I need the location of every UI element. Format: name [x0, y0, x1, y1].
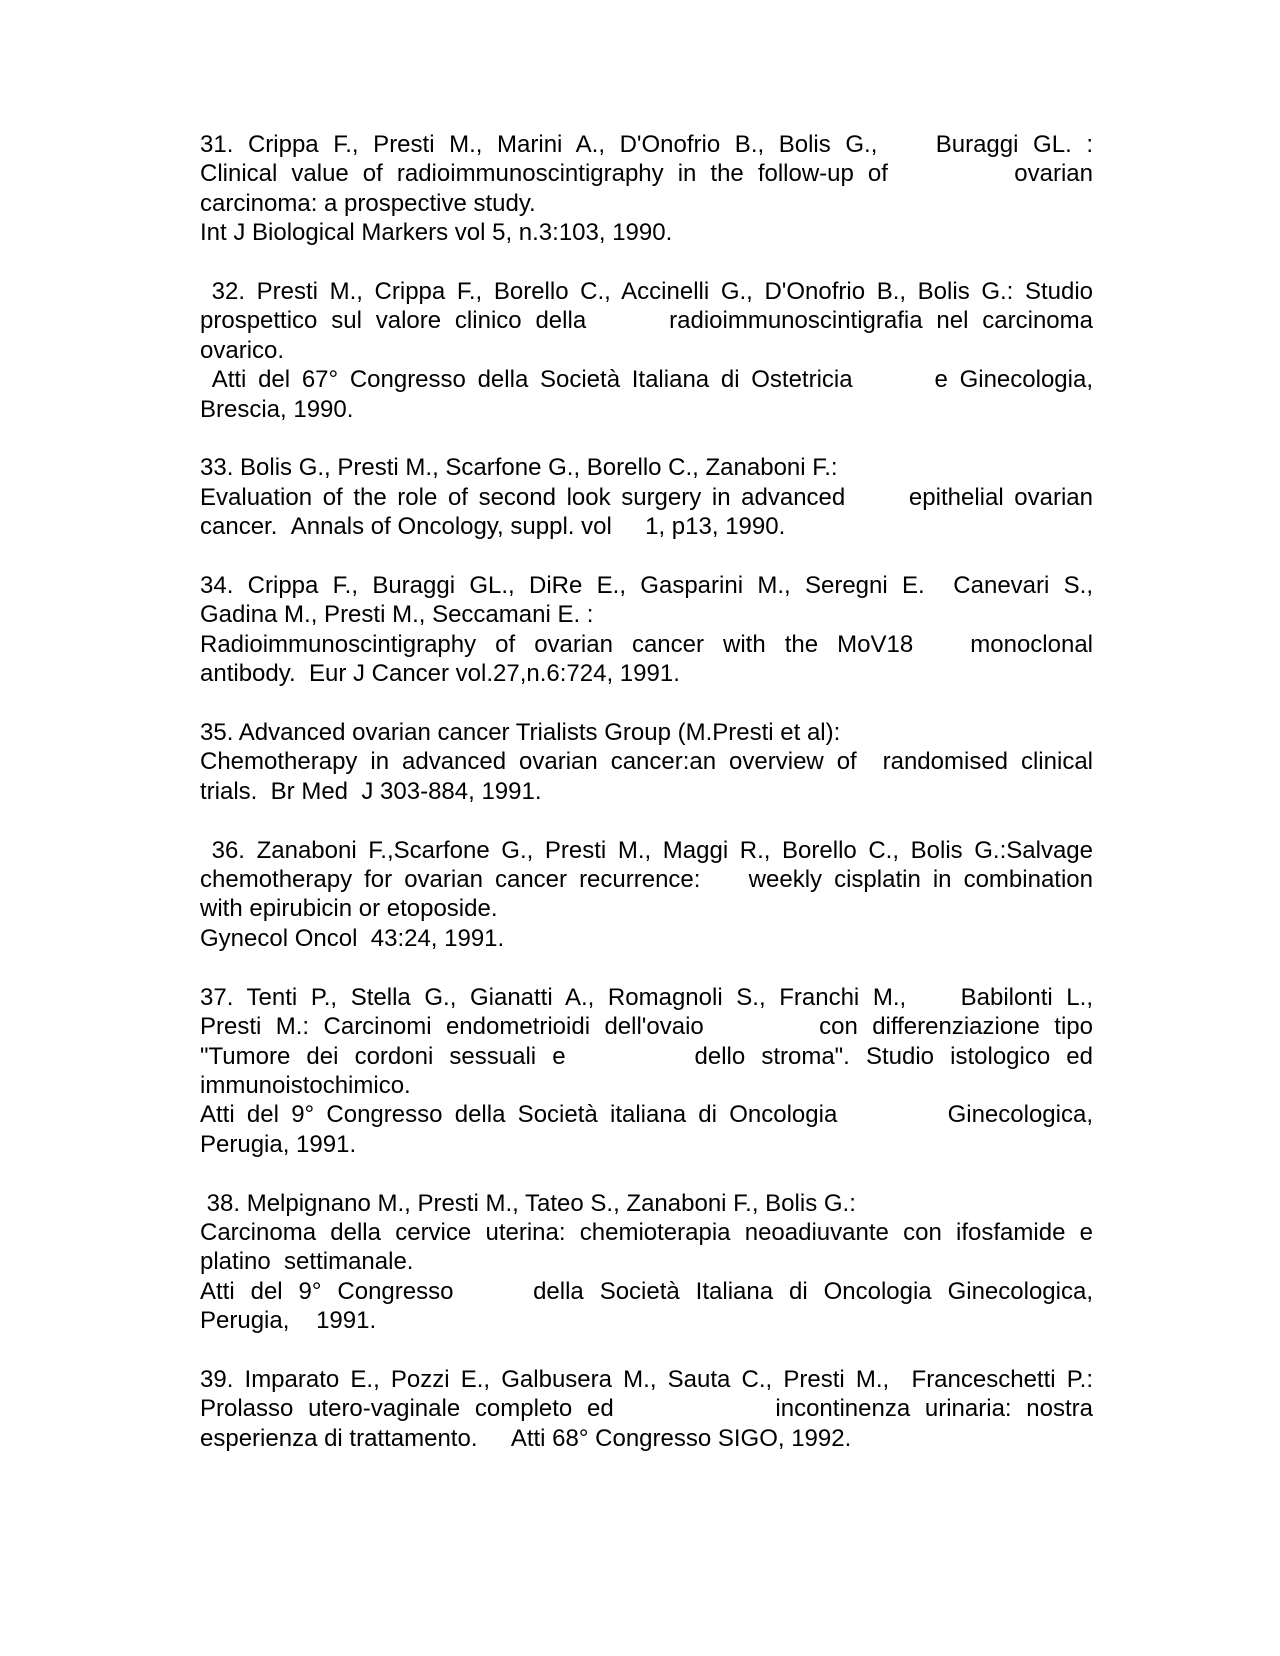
reference-line: Brescia, 1990.	[200, 395, 354, 423]
reference-line: 39. Imparato E., Pozzi E., Galbusera M., Sauta C., Presti M., Franceschetti P.:	[200, 1365, 1093, 1393]
reference-line: Atti del 9° Congresso della Società Italiana di Oncologia Ginecologica,	[200, 1277, 1093, 1305]
reference-line: "Tumore dei cordoni sessuali e dello stroma". Studio istologico ed	[200, 1042, 1093, 1070]
reference-line: carcinoma: a prospective study.	[200, 189, 536, 217]
reference-line: 33. Bolis G., Presti M., Scarfone G., Borello C., Zanaboni F.:	[200, 454, 838, 482]
reference-line: esperienza di trattamento. Atti 68° Congresso SIGO, 1992.	[200, 1424, 852, 1452]
reference-line: 38. Melpignano M., Presti M., Tateo S., Zanaboni F., Bolis G.:	[200, 1189, 856, 1217]
reference-line: Gynecol Oncol 43:24, 1991.	[200, 924, 505, 952]
reference-line: Atti del 9° Congresso della Società italiana di Oncologia Ginecologica,	[200, 1101, 1093, 1129]
reference-line: 35. Advanced ovarian cancer Trialists Group (M.Presti et al):	[200, 719, 841, 747]
reference-line: Presti M.: Carcinomi endometrioidi dell'ovaio con differenziazione tipo	[200, 1013, 1093, 1041]
reference-line: ovarico.	[200, 336, 285, 364]
reference-line: Chemotherapy in advanced ovarian cancer:an overview of randomised clinical	[200, 748, 1093, 776]
reference-line: Perugia, 1991.	[200, 1130, 357, 1158]
reference-line: antibody. Eur J Cancer vol.27,n.6:724, 1991.	[200, 660, 680, 688]
reference-entry-38	[200, 1189, 1093, 1336]
reference-line: with epirubicin or etoposide.	[200, 895, 498, 923]
reference-entry-34	[200, 571, 1093, 689]
reference-line: platino settimanale.	[200, 1248, 414, 1276]
reference-line: cancer. Annals of Oncology, suppl. vol 1, p13, 1990.	[200, 513, 786, 541]
reference-entry-39	[200, 1365, 1093, 1453]
reference-line: 34. Crippa F., Buraggi GL., DiRe E., Gasparini M., Seregni E. Canevari S.,	[200, 572, 1093, 600]
reference-line: trials. Br Med J 303-884, 1991.	[200, 777, 542, 805]
reference-entry-31	[200, 130, 1093, 248]
reference-line: Gadina M., Presti M., Seccamani E. :	[200, 601, 594, 629]
reference-entry-33	[200, 453, 1093, 541]
reference-line: Prolasso utero-vaginale completo ed incontinenza urinaria: nostra	[200, 1395, 1093, 1423]
references-list	[200, 130, 1093, 1453]
reference-line: Atti del 67° Congresso della Società Italiana di Ostetricia e Ginecologia,	[200, 366, 1093, 394]
reference-entry-36	[200, 836, 1093, 954]
reference-line: 31. Crippa F., Presti M., Marini A., D'Onofrio B., Bolis G., Buraggi GL. :	[200, 131, 1093, 158]
reference-entry-35	[200, 718, 1093, 806]
reference-line: Radioimmunoscintigraphy of ovarian cancer with the MoV18 monoclonal	[200, 630, 1093, 658]
reference-line: Carcinoma della cervice uterina: chemioterapia neoadiuvante con ifosfamide e	[200, 1218, 1093, 1246]
reference-line: 37. Tenti P., Stella G., Gianatti A., Romagnoli S., Franchi M., Babilonti L.,	[200, 983, 1093, 1011]
reference-line: Evaluation of the role of second look surgery in advanced epithelial ovarian	[200, 483, 1093, 511]
reference-line: immunoistochimico.	[200, 1071, 411, 1099]
reference-entry-32	[200, 277, 1093, 424]
reference-line: 36. Zanaboni F.,Scarfone G., Presti M., Maggi R., Borello C., Bolis G.:Salvage	[200, 836, 1093, 864]
reference-line: Perugia, 1991.	[200, 1307, 377, 1335]
reference-line: Clinical value of radioimmunoscintigraphy in the follow-up of ovarian	[200, 160, 1093, 188]
reference-line: prospettico sul valore clinico della radioimmunoscintigrafia nel carcinoma	[200, 307, 1093, 335]
reference-entry-37	[200, 983, 1093, 1159]
reference-line: chemotherapy for ovarian cancer recurrence: weekly cisplatin in combination	[200, 866, 1093, 894]
reference-line: 32. Presti M., Crippa F., Borello C., Accinelli G., D'Onofrio B., Bolis G.: Studio	[200, 278, 1093, 306]
reference-line: Int J Biological Markers vol 5, n.3:103, 1990.	[200, 219, 673, 247]
